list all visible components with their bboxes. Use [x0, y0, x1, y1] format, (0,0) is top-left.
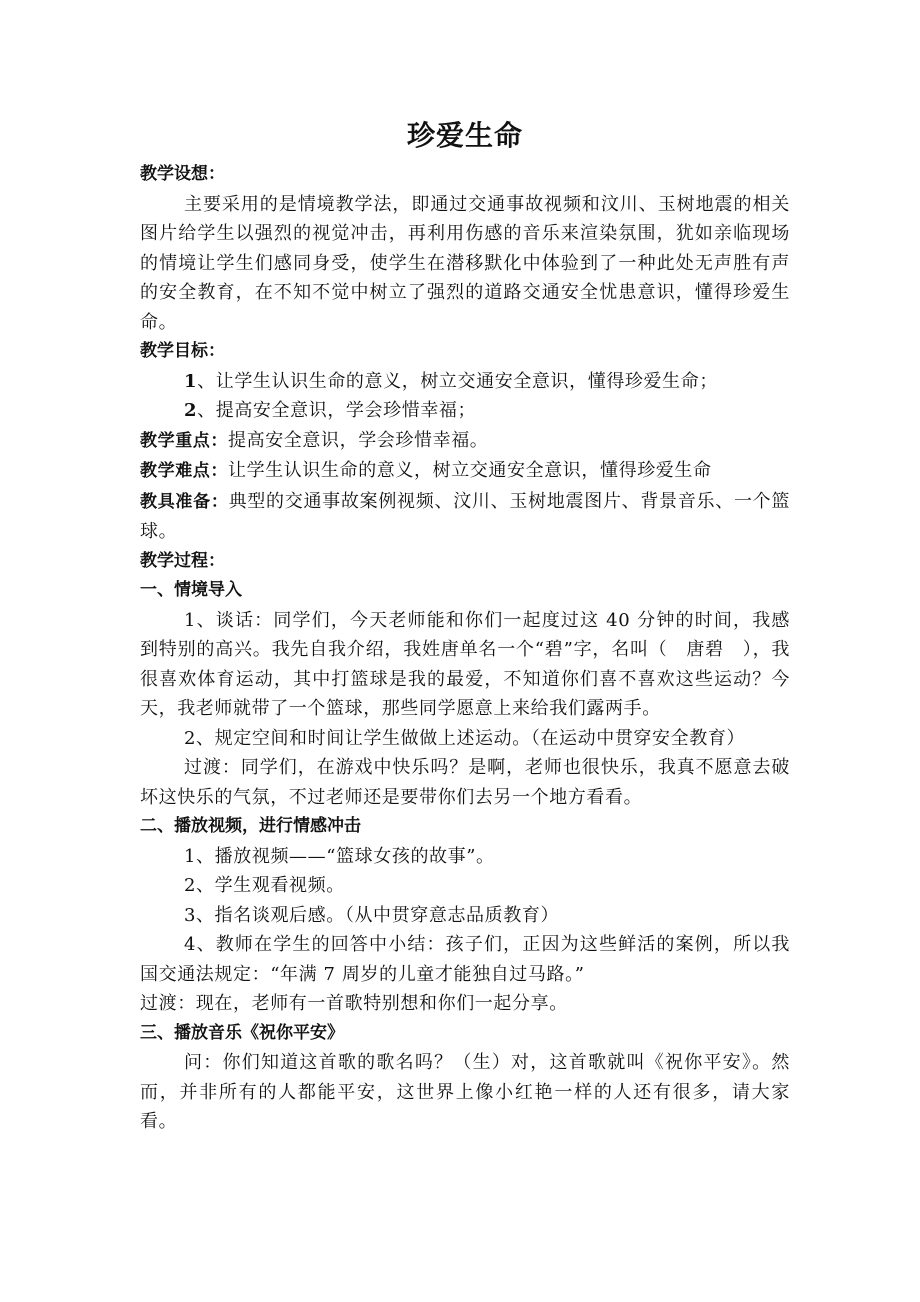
section3-paragraph: 问：你们知道这首歌的歌名吗？（生）对，这首歌就叫《祝你平安》。然而，并非所有的人都能平安，这世界上像小红艳一样的人还有很多，请大家看。 [140, 1052, 790, 1132]
goal-text: 、让学生认识生命的意义，树立交通安全意识，懂得珍爱生命； [197, 370, 718, 392]
section1-transition: 过渡：同学们，在游戏中快乐吗？是啊，老师也很快乐，我真不愿意去破坏这快乐的气氛，不过老师还是要带你们去另一个地方看看。 [140, 757, 790, 808]
document-page [140, 116, 790, 1137]
materials [140, 487, 790, 547]
key-point [140, 426, 790, 457]
design-text: 主要采用的是情境教学法，即通过交通事故视频和汶川、玉树地震的相关图片给学生以强烈的视觉冲击，再利用伤感的音乐来渲染氛围，犹如亲临现场的情境让学生们感同身受，使学生在潜移默化中体验到了一种此处无声胜有声的安全教育，在不知不觉中树立了强烈的道路交通安全忧患意识，懂得珍爱生命。 [140, 193, 790, 333]
difficulty-label: 教学难点： [140, 461, 228, 481]
document-title: 珍爱生命 [406, 119, 523, 152]
key-point-label: 教学重点： [140, 430, 228, 451]
section2-heading: 二、播放视频，进行情感冲击 [140, 816, 361, 836]
difficulty [140, 456, 790, 487]
section2-paragraph: 4、教师在学生的回答中小结：孩子们，正因为这些鲜活的案例，所以我国交通法规定：“年满 7 周岁的儿童才能独自过马路。” [140, 934, 790, 985]
section1-paragraph: 1、谈话：同学们，今天老师能和你们一起度过这 40 分钟的时间，我感到特别的高兴。我先自我介绍，我姓唐单名一个“碧”字，名叫（ 唐碧 ），我很喜欢体育运动，其中打篮球是我的最爱，不知道你们喜不喜欢这些运动？今天，我老师就带了一个篮球，那些同学愿意上来给我们露两手。 [140, 609, 790, 719]
materials-label: 教具准备： [140, 491, 229, 512]
goal-item-1 [140, 367, 790, 397]
section2-paragraph: 2、学生观看视频。 [184, 875, 345, 896]
process-heading: 教学过程： [140, 550, 225, 571]
section2-paragraph: 1、播放视频——“篮球女孩的故事”。 [184, 845, 495, 867]
goal-number: 1 [184, 370, 198, 392]
materials-text: 典型的交通事故案例视频、汶川、玉树地震图片、背景音乐、一个篮球。 [140, 490, 791, 542]
goal-number: 2 [184, 400, 198, 421]
goals-heading: 教学目标： [140, 341, 225, 361]
key-point-text: 提高安全意识，学会珍惜幸福。 [228, 429, 489, 451]
section2-paragraph: 3、指名谈观后感。（从中贯穿意志品质教育） [184, 904, 560, 926]
section1-heading: 一、情境导入 [140, 580, 242, 600]
section3-heading: 三、播放音乐《祝你平安》 [140, 1022, 344, 1043]
section2-transition: 过渡：现在，老师有一首歌特别想和你们一起分享。 [140, 993, 568, 1014]
design-heading: 教学设想： [140, 164, 225, 184]
goal-item-2 [140, 396, 790, 426]
goal-text: 、提高安全意识，学会珍惜幸福； [197, 400, 477, 421]
difficulty-text: 让学生认识生命的意义，树立交通安全意识，懂得珍爱生命 [228, 460, 712, 481]
section1-paragraph: 2、规定空间和时间让学生做做上述运动。（在运动中贯穿安全教育） [184, 727, 746, 749]
